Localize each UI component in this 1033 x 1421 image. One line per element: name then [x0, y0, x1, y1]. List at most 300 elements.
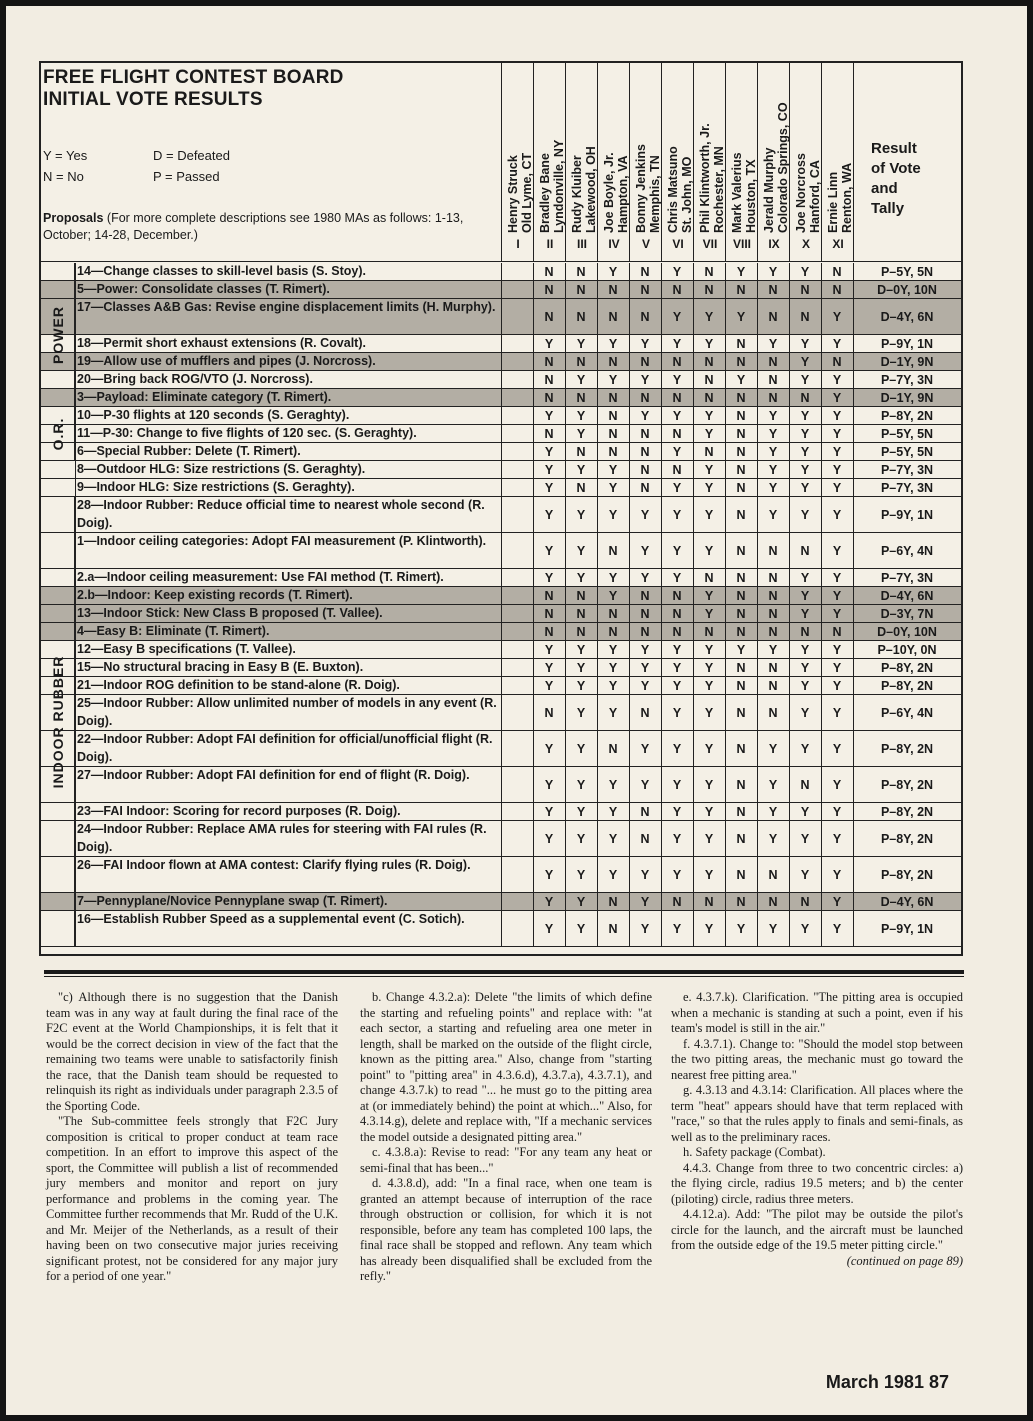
vote-cell: N — [576, 391, 586, 405]
vote-cell — [501, 803, 533, 821]
vote-result: D–0Y, 10N — [877, 283, 937, 297]
article-paragraph: 4.4.12.a). Add: "The pilot may be outside the pilot's circle for the launch, and the aircraft must be launched from the outside edge of the 19.5 meter pitting circle." — [671, 1207, 963, 1252]
vote-cell: N — [544, 283, 554, 297]
vote-cell: N — [608, 283, 618, 297]
proposal-description: 9—Indoor HLG: Size restrictions (S. Geraghty). — [77, 480, 355, 494]
vote-cell — [501, 623, 533, 641]
vote-cell: Y — [640, 661, 650, 675]
vote-result: P–8Y, 2N — [880, 409, 934, 423]
vote-cell: N — [576, 625, 586, 639]
vote-cell: Y — [704, 310, 714, 324]
vote-cell: Y — [736, 922, 746, 936]
article-paragraph: "c) Although there is no suggestion that the Danish team was in any way at fault during the final race of the F2C event at the World Championships, it is felt that it would be the correct decision in view of the fact that the remaining two teams were unable to satisfactorily finish the race, that the Danish team should be requested to relinquish its right as individuals under paragraph 2.3.5 of the Sporting Code. — [46, 990, 338, 1113]
vote-cell: N — [800, 283, 810, 297]
vote-cell: N — [768, 607, 778, 621]
page-number: 87 — [928, 1372, 949, 1392]
legend-passed: P = Passed — [153, 169, 220, 184]
proposal-description: 1—Indoor ceiling categories: Adopt FAI measurement (P. Klintworth). — [77, 534, 487, 548]
member-name-text: Rudy Kluiber — [569, 155, 584, 233]
member-column-header — [693, 63, 725, 261]
member-name — [825, 162, 853, 233]
member-roman-numeral: VI — [672, 237, 684, 251]
vote-cell: Y — [704, 868, 714, 882]
member-name-text: Henry Struck — [505, 155, 520, 233]
vote-cell: Y — [832, 742, 842, 756]
vote-cell: N — [736, 706, 746, 720]
vote-cell: Y — [800, 373, 810, 387]
proposal-description: 2.a—Indoor ceiling measurement: Use FAI method (T. Rimert). — [77, 570, 444, 584]
vote-cell: N — [608, 427, 618, 441]
proposal-description: 27—Indoor Rubber: Adopt FAI definition for end of flight (R. Doig). — [77, 768, 470, 782]
vote-cell: N — [640, 445, 650, 459]
vote-cell: Y — [576, 427, 586, 441]
article-paragraph: 4.4.3. Change from three to two concentric circles: a) the flying circle, radius 19.5 meters; and b) the center (piloting) circle, radius three meters. — [671, 1160, 963, 1206]
vote-cell: Y — [640, 679, 650, 693]
vote-cell: Y — [768, 922, 778, 936]
article-paragraph: d. 4.3.8.d), add: "In a final race, when one team is granted an attempt because of interruption of the race through obstruction or collision, for which it is not responsible, before any team has completed 100 laps, the final race shall be stopped and reflown. Any team which has already been disqualified shall be excluded from the refly." — [360, 1176, 652, 1283]
article-column-1 — [46, 990, 338, 1285]
vote-cell — [501, 587, 533, 605]
proposal-description: 22—Indoor Rubber: Adopt FAI definition for official/unofficial flight (R. Doig). — [77, 732, 493, 764]
vote-cell: Y — [672, 706, 682, 720]
proposal-description: 2.b—Indoor: Keep existing records (T. Rimert). — [77, 588, 353, 602]
column-divider — [821, 263, 822, 947]
vote-cell: N — [640, 805, 650, 819]
vote-cell: Y — [832, 337, 842, 351]
vote-cell: Y — [608, 337, 618, 351]
member-column-header — [629, 63, 661, 261]
continued-note: (continued on page 89) — [846, 1253, 963, 1268]
vote-cell: Y — [736, 310, 746, 324]
member-columns-header — [501, 63, 853, 263]
vote-cell — [501, 497, 533, 533]
vote-cell: N — [768, 679, 778, 693]
vote-cell: Y — [704, 805, 714, 819]
legend-no: N = No — [43, 169, 84, 184]
vote-cell: N — [640, 463, 650, 477]
vote-cell: Y — [672, 922, 682, 936]
vote-cell: Y — [800, 265, 810, 279]
vote-cell: N — [768, 706, 778, 720]
member-place-text: Old Lyme, CT — [519, 152, 533, 233]
vote-cell: Y — [544, 463, 554, 477]
vote-cell: N — [544, 625, 554, 639]
vote-cell: N — [672, 427, 682, 441]
vote-cell: N — [640, 625, 650, 639]
vote-cell — [501, 443, 533, 461]
vote-cell: N — [576, 283, 586, 297]
column-divider — [853, 63, 854, 261]
member-column-header — [661, 63, 693, 261]
proposal-description: 15—No structural bracing in Easy B (E. Buxton). — [77, 660, 364, 674]
article-paragraph: g. 4.3.13 and 4.3.14: Clarification. All places where the term "heat" appears should have that term replaced with "race," so that the rules apply to finals and semi-finals, as well as to the preliminary races. — [671, 1083, 963, 1144]
vote-cell: Y — [704, 337, 714, 351]
vote-cell — [501, 893, 533, 911]
vote-cell: N — [832, 283, 842, 297]
vote-cell: Y — [576, 643, 586, 657]
proposal-description: 23—FAI Indoor: Scoring for record purposes (R. Doig). — [77, 804, 401, 818]
vote-cell: Y — [800, 427, 810, 441]
vote-cell: Y — [672, 265, 682, 279]
vote-cell — [501, 659, 533, 677]
vote-cell: Y — [800, 463, 810, 477]
vote-result: P–5Y, 5N — [880, 427, 934, 441]
vote-cell: Y — [544, 805, 554, 819]
vote-cell: Y — [704, 508, 714, 522]
vote-cell: N — [544, 373, 554, 387]
vote-result: P–6Y, 4N — [880, 706, 934, 720]
vote-cell: Y — [832, 445, 842, 459]
vote-cell: Y — [640, 868, 650, 882]
vote-cell: Y — [672, 805, 682, 819]
vote-cell: Y — [704, 832, 714, 846]
vote-cell: Y — [544, 679, 554, 693]
article-column-3 — [671, 990, 963, 1269]
vote-cell: Y — [832, 679, 842, 693]
vote-cell: Y — [704, 427, 714, 441]
vote-cell: N — [640, 391, 650, 405]
vote-cell: Y — [672, 832, 682, 846]
vote-result: P–8Y, 2N — [880, 679, 934, 693]
vote-cell: Y — [800, 508, 810, 522]
proposal-description: 26—FAI Indoor flown at AMA contest: Clarify flying rules (R. Doig). — [77, 858, 471, 872]
vote-cell: Y — [704, 661, 714, 675]
vote-cell: N — [768, 589, 778, 603]
member-name — [665, 146, 693, 233]
vote-cell: Y — [672, 373, 682, 387]
vote-cell: N — [800, 895, 810, 909]
vote-cell: Y — [576, 832, 586, 846]
vote-cell: Y — [768, 805, 778, 819]
vote-cell: Y — [768, 778, 778, 792]
vote-cell: Y — [576, 706, 586, 720]
proposal-description: 8—Outdoor HLG: Size restrictions (S. Geraghty). — [77, 462, 366, 476]
proposal-description: 16—Establish Rubber Speed as a supplemental event (C. Sotich). — [77, 912, 465, 926]
vote-cell: Y — [672, 544, 682, 558]
vote-cell: Y — [640, 742, 650, 756]
vote-cell: N — [736, 481, 746, 495]
member-place-text: St. John, MO — [679, 156, 693, 233]
proposal-description: 13—Indoor Stick: New Class B proposed (T. Vallee). — [77, 606, 383, 620]
vote-cell: Y — [576, 895, 586, 909]
vote-cell: Y — [704, 778, 714, 792]
proposal-description: 12—Easy B specifications (T. Vallee). — [77, 642, 296, 656]
vote-result: P–8Y, 2N — [880, 778, 934, 792]
vote-cell: N — [800, 625, 810, 639]
member-place-text: Lyndonville, NY — [551, 139, 565, 233]
article-paragraph: f. 4.3.7.1). Change to: "Should the model stop between the two pitting areas, the mechanic must go toward the nearest free pitting area." — [671, 1036, 963, 1082]
vote-cell: N — [800, 544, 810, 558]
member-place-text: Rochester, MN — [711, 146, 725, 233]
vote-result: D–3Y, 7N — [880, 607, 934, 621]
proposal-description: 25—Indoor Rubber: Allow unlimited number of models in any event (R. Doig). — [77, 696, 497, 728]
member-name — [569, 146, 597, 233]
vote-cell: N — [608, 445, 618, 459]
vote-cell: Y — [640, 409, 650, 423]
column-divider — [629, 263, 630, 947]
header-divider — [41, 261, 961, 262]
vote-cell: N — [768, 661, 778, 675]
vote-result: D–1Y, 9N — [880, 355, 934, 369]
vote-result: P–10Y, 0N — [877, 643, 937, 657]
vote-result: P–8Y, 2N — [880, 661, 934, 675]
vote-cell — [501, 407, 533, 425]
proposal-description: 10—P-30 flights at 120 seconds (S. Geraghty). — [77, 408, 350, 422]
vote-cell: Y — [672, 778, 682, 792]
vote-cell: Y — [640, 373, 650, 387]
vote-cell: N — [736, 409, 746, 423]
vote-cell: N — [768, 625, 778, 639]
vote-cell: Y — [768, 643, 778, 657]
vote-cell: Y — [672, 679, 682, 693]
vote-cell: Y — [608, 463, 618, 477]
legend-yes: Y = Yes — [43, 148, 88, 163]
vote-cell — [501, 641, 533, 659]
vote-cell: Y — [544, 643, 554, 657]
vote-cell: Y — [832, 508, 842, 522]
vote-cell: N — [800, 310, 810, 324]
vote-cell: N — [768, 895, 778, 909]
member-place-text: Renton, WA — [839, 162, 853, 233]
vote-cell — [501, 299, 533, 335]
vote-cell: Y — [608, 679, 618, 693]
vote-cell — [501, 371, 533, 389]
vote-cell: Y — [576, 661, 586, 675]
vote-cell: Y — [832, 391, 842, 405]
member-place-text: Hanford, CA — [807, 160, 821, 233]
vote-result: D–4Y, 6N — [880, 589, 934, 603]
result-header-line: of Vote — [871, 160, 921, 177]
category-label: INDOOR RUBBER — [49, 655, 66, 789]
vote-cell: Y — [672, 643, 682, 657]
section-rule — [44, 970, 964, 974]
vote-cell — [501, 767, 533, 803]
vote-cell — [501, 461, 533, 479]
member-column-header — [597, 63, 629, 261]
column-divider — [533, 263, 534, 947]
proposals-note-text: (For more complete descriptions see 1980 MAs as follows: 1-13, October; 14-28, December.) — [43, 211, 464, 242]
category-group — [41, 263, 75, 407]
vote-cell: N — [736, 445, 746, 459]
vote-result: P–7Y, 3N — [880, 481, 934, 495]
vote-cell: N — [576, 310, 586, 324]
vote-cell: N — [768, 391, 778, 405]
vote-cell: Y — [832, 589, 842, 603]
vote-cell: Y — [672, 868, 682, 882]
vote-cell: Y — [736, 643, 746, 657]
vote-cell: N — [544, 589, 554, 603]
vote-cell: Y — [768, 337, 778, 351]
vote-cell: Y — [832, 373, 842, 387]
vote-cell: Y — [544, 409, 554, 423]
vote-cell: N — [672, 589, 682, 603]
member-name-text: Jerald Murphy — [761, 147, 776, 233]
vote-cell: N — [544, 391, 554, 405]
vote-cell: Y — [832, 409, 842, 423]
vote-cell — [501, 425, 533, 443]
member-roman-numeral: I — [516, 237, 520, 251]
vote-cell — [501, 353, 533, 371]
vote-cell: Y — [704, 706, 714, 720]
member-name-text: Bonny Jenkins — [633, 144, 648, 233]
vote-cell: Y — [544, 742, 554, 756]
vote-cell: Y — [800, 607, 810, 621]
vote-cell: N — [832, 355, 842, 369]
vote-result: P–8Y, 2N — [880, 832, 934, 846]
member-roman-numeral: IX — [768, 237, 780, 251]
board-title: FREE FLIGHT CONTEST BOARD — [43, 67, 344, 88]
column-divider — [661, 263, 662, 947]
vote-cell: Y — [544, 481, 554, 495]
vote-result: D–4Y, 6N — [880, 310, 934, 324]
vote-result: P–8Y, 2N — [880, 868, 934, 882]
vote-cell: N — [832, 265, 842, 279]
vote-cell: Y — [800, 337, 810, 351]
vote-cell — [501, 911, 533, 947]
column-divider — [853, 263, 854, 947]
proposal-description: 11—P-30: Change to five flights of 120 sec. (S. Geraghty). — [77, 426, 417, 440]
proposal-description: 21—Indoor ROG definition to be stand-alone (R. Doig). — [77, 678, 400, 692]
vote-cell: N — [736, 805, 746, 819]
vote-cell: Y — [672, 571, 682, 585]
member-column-header — [725, 63, 757, 261]
vote-cell: N — [736, 625, 746, 639]
vote-cell: Y — [608, 508, 618, 522]
footer-date: March 1981 — [825, 1372, 924, 1392]
vote-cell: Y — [576, 463, 586, 477]
vote-result: P–9Y, 1N — [880, 337, 934, 351]
vote-cell: N — [608, 607, 618, 621]
vote-cell: N — [672, 283, 682, 297]
vote-cell: Y — [768, 832, 778, 846]
contest-board-table — [39, 61, 963, 956]
vote-cell: Y — [768, 742, 778, 756]
vote-cell: Y — [704, 607, 714, 621]
vote-cell: N — [576, 265, 586, 279]
member-place-text: Hampton, VA — [615, 155, 629, 233]
vote-cell: N — [736, 337, 746, 351]
vote-cell: Y — [832, 922, 842, 936]
vote-result: D–0Y, 10N — [877, 625, 937, 639]
vote-cell: N — [832, 625, 842, 639]
vote-cell: N — [576, 589, 586, 603]
vote-cell: N — [672, 355, 682, 369]
legend-defeated: D = Defeated — [153, 148, 230, 163]
vote-cell: N — [736, 463, 746, 477]
column-divider — [789, 263, 790, 947]
page-footer — [826, 1372, 949, 1393]
vote-cell: Y — [608, 589, 618, 603]
vote-cell — [501, 677, 533, 695]
member-roman-numeral: IV — [608, 237, 620, 251]
vote-cell: Y — [640, 337, 650, 351]
vote-cell: Y — [800, 706, 810, 720]
vote-result: D–1Y, 9N — [880, 391, 934, 405]
vote-cell: N — [640, 265, 650, 279]
vote-cell: Y — [832, 832, 842, 846]
vote-cell — [501, 821, 533, 857]
vote-cell: Y — [576, 922, 586, 936]
vote-cell: N — [768, 868, 778, 882]
vote-cell: N — [768, 373, 778, 387]
result-header-line: Result — [871, 140, 917, 157]
vote-cell: N — [736, 778, 746, 792]
vote-cell: N — [576, 481, 586, 495]
vote-cell: N — [736, 427, 746, 441]
member-name-text: Ernie Linn — [825, 171, 840, 233]
vote-cell: Y — [640, 544, 650, 558]
vote-cell: N — [704, 571, 714, 585]
vote-cell: Y — [608, 661, 618, 675]
vote-cell: Y — [544, 868, 554, 882]
vote-cell: Y — [832, 463, 842, 477]
vote-cell: Y — [704, 679, 714, 693]
vote-cell: Y — [704, 742, 714, 756]
member-name — [537, 139, 565, 233]
result-header-line: Tally — [871, 200, 905, 217]
vote-cell: N — [672, 625, 682, 639]
vote-cell: Y — [800, 742, 810, 756]
vote-cell: Y — [832, 805, 842, 819]
vote-cell: N — [704, 265, 714, 279]
vote-result: P–9Y, 1N — [880, 922, 934, 936]
vote-cell: Y — [544, 895, 554, 909]
member-name — [761, 102, 789, 233]
vote-cell — [501, 389, 533, 407]
vote-cell: Y — [800, 445, 810, 459]
vote-cell: Y — [576, 805, 586, 819]
vote-cell: Y — [640, 895, 650, 909]
vote-cell: N — [800, 391, 810, 405]
vote-cell: Y — [608, 706, 618, 720]
vote-cell: Y — [672, 508, 682, 522]
vote-cell: N — [640, 283, 650, 297]
proposal-description: 28—Indoor Rubber: Reduce official time to nearest whole second (R. Doig). — [77, 498, 485, 530]
vote-cell: Y — [576, 508, 586, 522]
member-roman-numeral: III — [576, 237, 587, 251]
member-roman-numeral: VIII — [732, 237, 751, 251]
vote-cell: Y — [640, 643, 650, 657]
column-divider — [725, 263, 726, 947]
article-paragraph: b. Change 4.3.2.a): Delete "the limits of which define the starting and refueling points" and replace with: "at each sector, a starting and refueling area one meter in length, shall be marked on the outside of the flight circle, known as the pitting area." Also, change from "starting point" to "pitting area" in 4.3.6.d), 4.3.7.a), 4.3.7.1), and change 4.3.7.k) to read "... he must go to the pitting area at (or immediately behind) the point at which..." Also, for 4.3.14.g), delete and replace with, "If a mechanic services the model outside a designated pitting area." — [360, 990, 652, 1144]
member-name — [505, 152, 533, 233]
proposal-description: 3—Payload: Eliminate category (T. Rimert). — [77, 390, 332, 404]
category-group — [41, 407, 75, 461]
vote-cell: N — [640, 310, 650, 324]
column-divider — [693, 263, 694, 947]
vote-result: P–9Y, 1N — [880, 508, 934, 522]
member-name — [729, 152, 757, 233]
vote-cell: N — [608, 391, 618, 405]
vote-cell: Y — [832, 310, 842, 324]
vote-cell: Y — [832, 607, 842, 621]
vote-cell: Y — [640, 508, 650, 522]
vote-cell — [501, 695, 533, 731]
vote-cell: N — [736, 283, 746, 297]
vote-cell: Y — [576, 571, 586, 585]
vote-result: P–7Y, 3N — [880, 463, 934, 477]
column-divider — [565, 263, 566, 947]
proposal-description: 14—Change classes to skill-level basis (S. Stoy). — [77, 264, 367, 278]
vote-cell: Y — [544, 508, 554, 522]
vote-cell: N — [704, 895, 714, 909]
vote-cell: N — [736, 571, 746, 585]
article-paragraph: "The Sub-committee feels strongly that F2C Jury composition is critical to proper conduct at team race competition. In an effort to improve this aspect of the sport, the Committee will publish a list of recommended jury members and monitor and report on jury performance and problems in the coming year. The Committee further recommends that Mr. Rudd of the U.K. and Mr. Meijer of the Netherlands, as a result of their having been on two consecutive major juries receiving significant protest, not be considered for any major jury for a period of one year." — [46, 1114, 338, 1283]
vote-result: P–7Y, 3N — [880, 373, 934, 387]
article-paragraph: c. 4.3.8.a): Revise to read: "For any team any heat or semi-final that has been..." — [360, 1145, 652, 1175]
vote-cell: Y — [800, 922, 810, 936]
member-name-text: Chris Matsuno — [665, 146, 680, 233]
